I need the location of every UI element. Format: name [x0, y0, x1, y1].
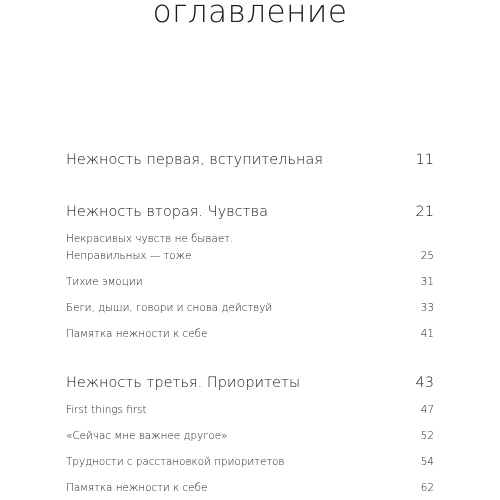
toc-entry[interactable] — [66, 328, 434, 340]
toc-entry-title: Памятка нежности к себе — [66, 328, 208, 340]
toc-page-number: 25 — [420, 250, 434, 262]
toc-page-number: 52 — [420, 430, 434, 442]
toc-entry-title: Беги, дыши, говори и снова действуй — [66, 302, 273, 314]
toc-page-number: 41 — [420, 328, 434, 340]
toc-page-number: 33 — [420, 302, 434, 314]
toc-page-number: 11 — [415, 152, 434, 168]
toc-page-number: 54 — [420, 456, 434, 468]
toc-entry-title: Трудности с расстановкой приоритетов — [66, 456, 285, 468]
toc-entry-title-line1: Некрасивых чувств не бывает. — [66, 233, 234, 245]
toc-entry[interactable] — [66, 430, 434, 442]
toc-page-number: 47 — [420, 404, 434, 416]
toc-entry[interactable] — [66, 482, 434, 494]
toc-entry[interactable] — [66, 404, 434, 416]
toc-chapter-title: Нежность первая, вступительная — [66, 152, 323, 168]
toc-entry-title: Тихие эмоции — [66, 276, 143, 288]
toc-page-number: 21 — [415, 204, 434, 220]
toc-page-number: 31 — [420, 276, 434, 288]
toc-entry-title: Неправильных — тоже — [66, 250, 192, 262]
toc-chapter-title: Нежность третья. Приоритеты — [66, 375, 301, 391]
toc-entry[interactable] — [66, 302, 434, 314]
toc-chapter-3[interactable] — [66, 375, 434, 391]
toc-entry[interactable] — [66, 276, 434, 288]
toc-entry-title: «Сейчас мне важнее другое» — [66, 430, 228, 442]
toc-chapter-title: Нежность вторая. Чувства — [66, 204, 268, 220]
page-title: оглавление — [152, 0, 348, 30]
toc-entry[interactable] — [66, 456, 434, 468]
toc-page-number: 62 — [420, 482, 434, 494]
toc-entry-title: First things first — [66, 404, 147, 416]
toc-page-number: 43 — [415, 375, 434, 391]
toc-chapter-2[interactable] — [66, 204, 434, 220]
toc-entry[interactable] — [66, 250, 434, 262]
toc-entry-title: Памятка нежности к себе — [66, 482, 208, 494]
toc-chapter-1[interactable] — [66, 152, 434, 168]
